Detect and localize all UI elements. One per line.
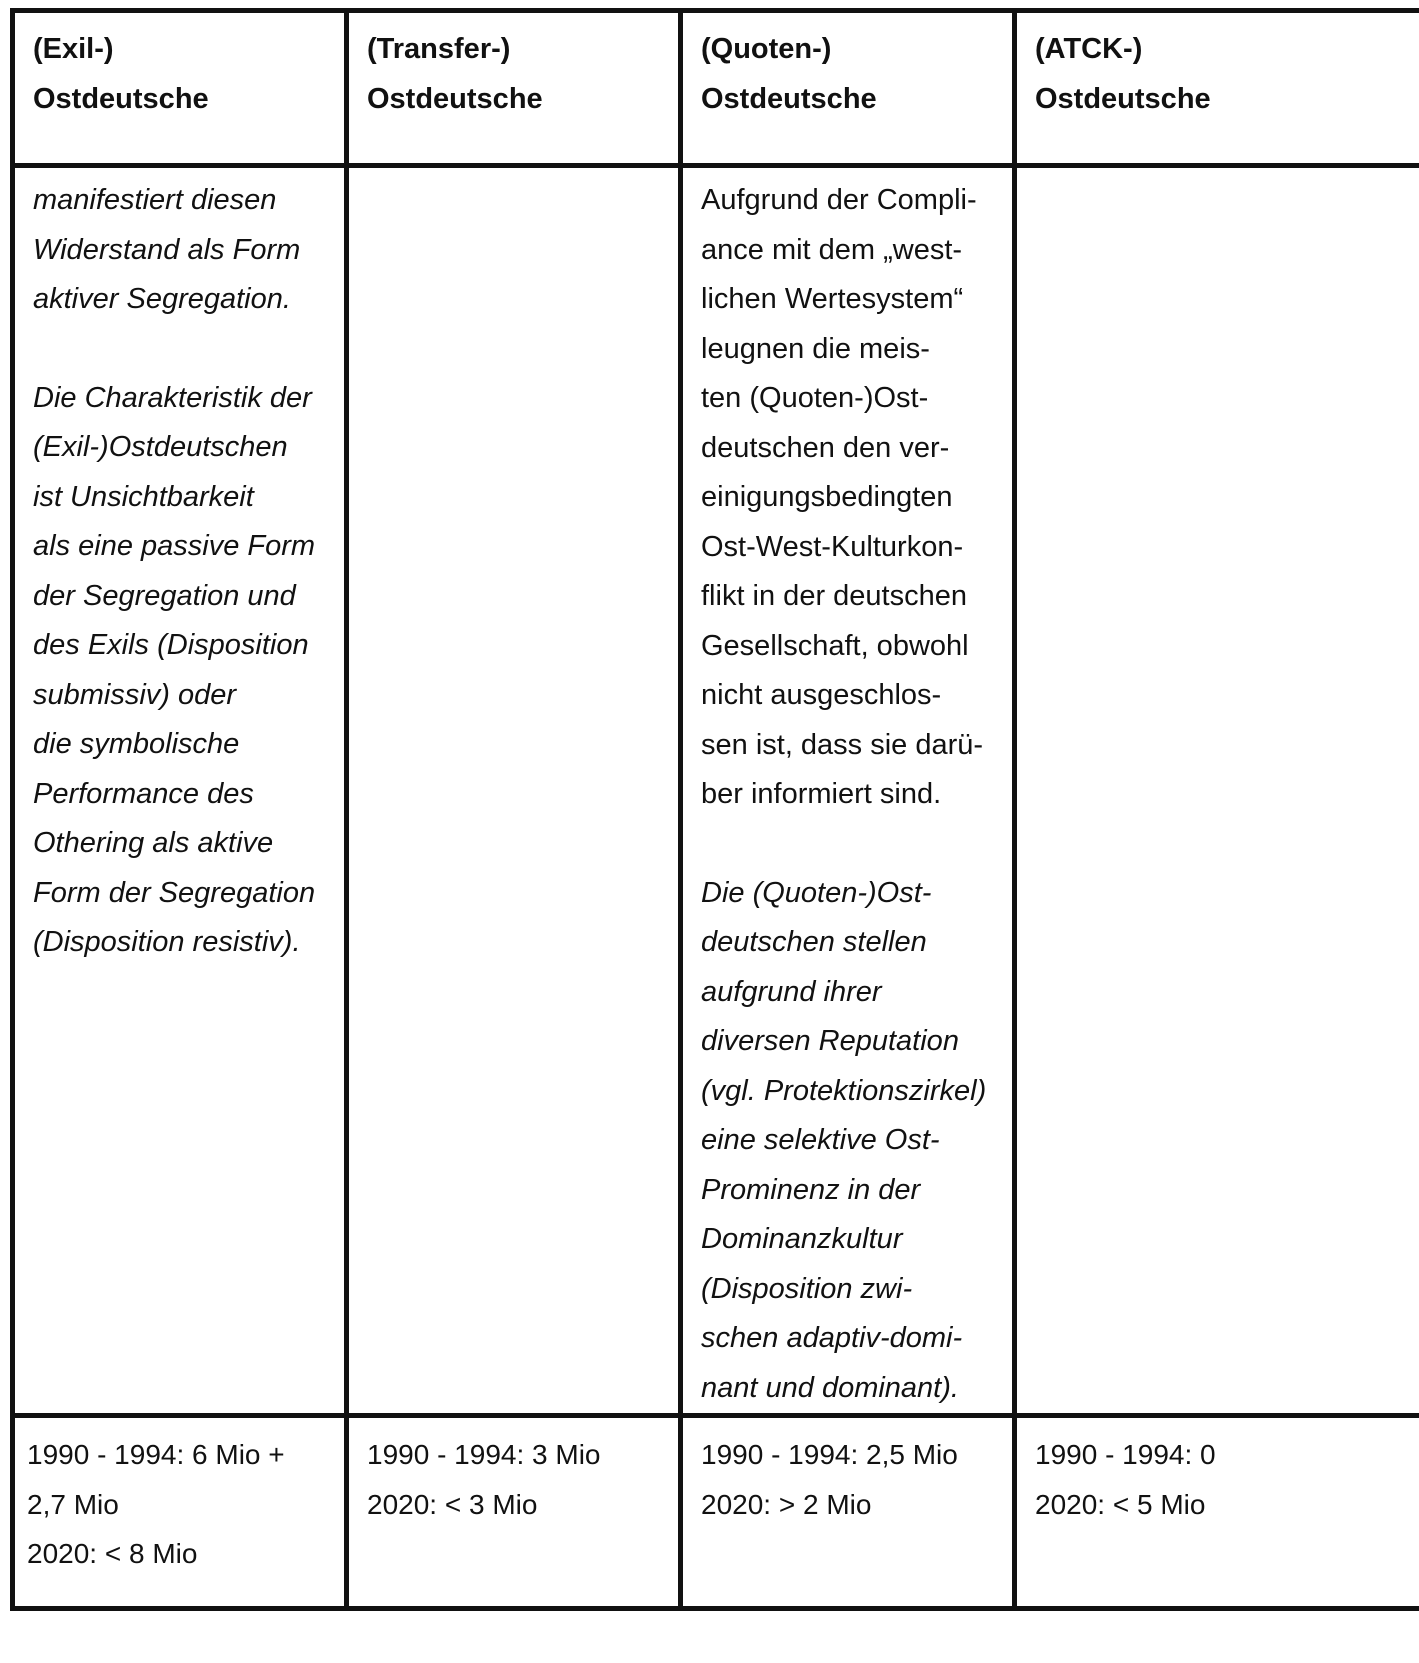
header-cell-atck [1015,11,1419,166]
comparison-table [10,8,1419,1611]
exil-figure-line-1: 1990 - 1994: 6 Mio + [27,1439,285,1470]
header-atck-line1: (ATCK-) [1035,33,1143,65]
header-exil-line2: Ostdeutsche [33,82,209,115]
body-cell-quoten [681,166,1015,1416]
quoten-figure-line-2: 2020: > 2 Mio [701,1488,872,1520]
description-row [13,166,1419,1416]
exil-paragraph-1: manifestiert diesen Widerstand als Form aktiver Segregation. [33,184,301,315]
header-transfer-line1: (Transfer-) [367,33,511,65]
footer-cell-atck [1015,1416,1419,1609]
header-quoten-line2: Ostdeutsche [701,82,877,115]
exil-figure-line-2: 2,7 Mio [27,1488,119,1520]
numbers-row [13,1416,1419,1609]
header-atck-line2: Ostdeutsche [1035,82,1211,115]
quoten-paragraph-1: Aufgrund der Compli- ance mit dem „west- lichen Wertesystem“ leugnen die meis- ten (Quoten-)Ost- deutschen den ver- einigungsbedingten Ost-West-Kulturkon- flikt in der deutschen Gesellschaft, obwohl nicht ausgeschlos- sen ist, dass sie darü- ber informiert sind. [701,184,984,810]
header-cell-quoten [681,11,1015,166]
header-cell-exil [13,11,347,166]
header-transfer-line2: Ostdeutsche [367,82,543,115]
quoten-paragraph-2: Die (Quoten-)Ost- deutschen stellen aufgrund ihrer diversen Reputation (vgl. Protektionszirkel) eine selektive Ost- Prominenz in der Dominanzkultur (Disposition zwi- schen adaptiv-domi- nant und dominant). [701,876,987,1404]
header-quoten-line1: (Quoten-) [701,33,832,65]
transfer-figure-line-2: 2020: < 3 Mio [367,1488,538,1520]
footer-cell-transfer [347,1416,681,1609]
transfer-figure-line-1: 1990 - 1994: 3 Mio [367,1439,601,1470]
body-cell-transfer [347,166,681,1416]
body-cell-atck [1015,166,1419,1416]
body-cell-exil [13,166,347,1416]
footer-cell-exil [13,1416,347,1609]
atck-figure-line-2: 2020: < 5 Mio [1035,1488,1206,1520]
header-row [13,11,1419,166]
header-exil-line1: (Exil-) [33,33,114,65]
exil-paragraph-2: Die Charakteristik der (Exil-)Ostdeutschen ist Unsichtbarkeit als eine passive Form der Segregation und des Exils (Disposition submissiv) oder die symbolische Performance des Othering als aktive Form der Segregation (Disposition resistiv). [33,381,316,958]
exil-figure-line-3: 2020: < 8 Mio [27,1538,198,1569]
quoten-figure-line-1: 1990 - 1994: 2,5 Mio [701,1439,958,1470]
header-cell-transfer [347,11,681,166]
atck-figure-line-1: 1990 - 1994: 0 [1035,1439,1216,1470]
footer-cell-quoten [681,1416,1015,1609]
